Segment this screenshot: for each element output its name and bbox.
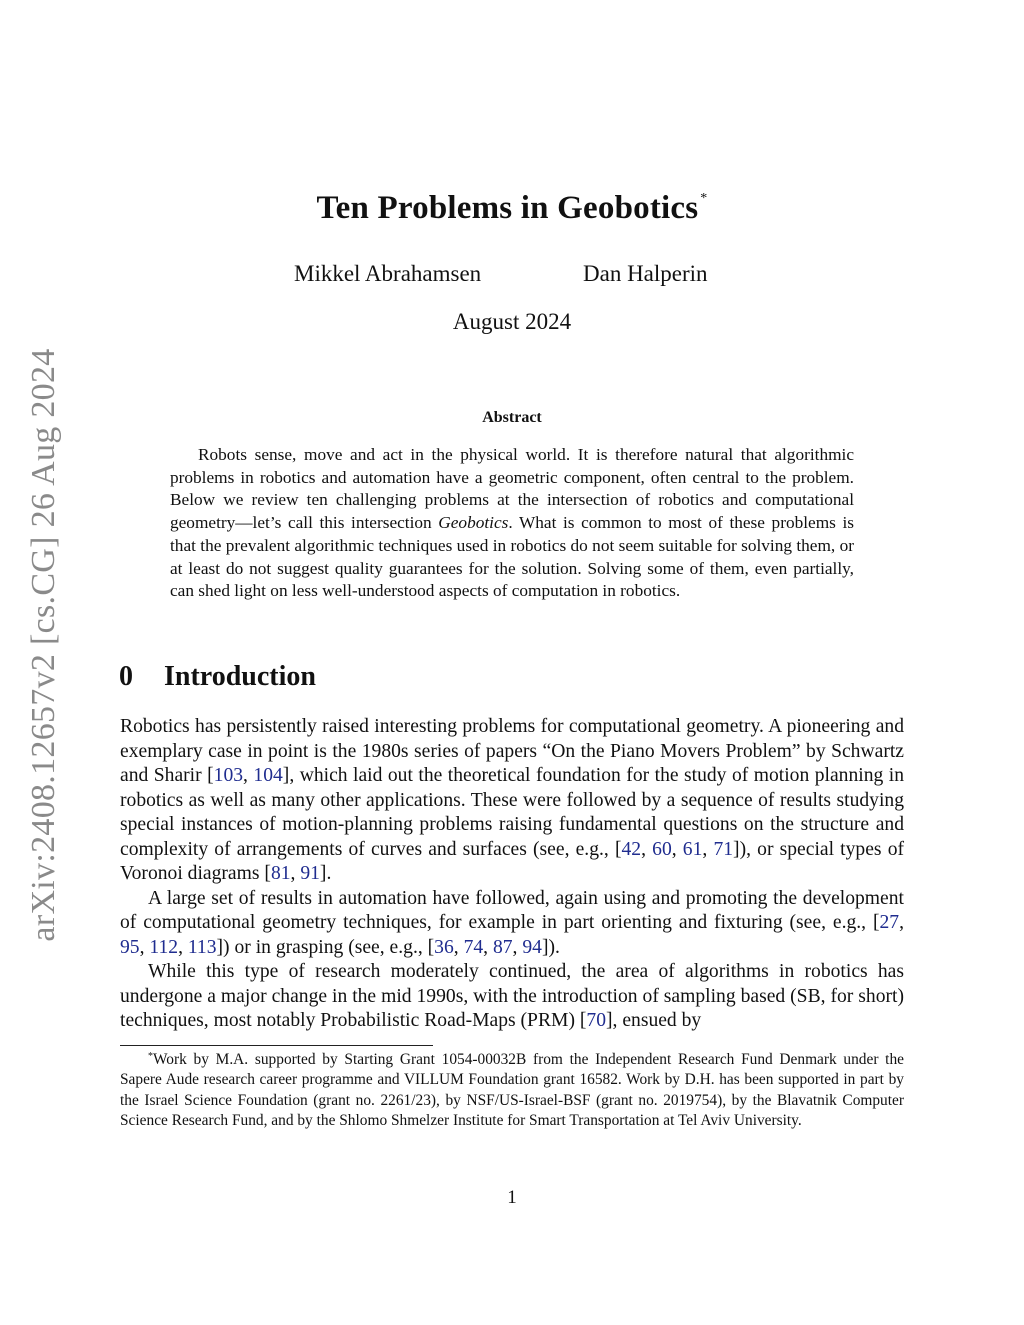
citation-link[interactable]: 71 [713, 838, 734, 860]
citation-link[interactable]: 74 [463, 936, 484, 958]
citation-link[interactable]: 112 [149, 936, 179, 958]
citation-link[interactable]: 103 [213, 765, 244, 786]
text-run: , [139, 936, 150, 958]
text-run: , [178, 936, 188, 958]
text-run: A large set of results in automation have followed, again using and promoting the development of computational geometry techniques, for example in part orienting and fixturing (see, e.g., [ [120, 887, 904, 933]
text-run: , [453, 936, 464, 958]
citation-link[interactable]: 95 [120, 936, 140, 958]
citation-link[interactable]: 61 [682, 838, 703, 860]
paper-date: August 2024 [452, 309, 572, 334]
text-run: , [702, 838, 714, 860]
paper-title [0, 190, 1024, 227]
text-run: , [243, 765, 254, 786]
text-run: ]). [541, 936, 560, 958]
abstract-text-part: Robots sense, move and act in the physical world. It is therefore natural that algorithmic problems in robotics and automation have a geometric component, often central to the problem. Below we review ten challenging problems at the intersection of robotics and computational geometry—let’s call this intersection [170, 445, 854, 533]
footnote-text: Work by M.A. supported by Starting Grant 1054-00032B from the Independent Research Fund Denmark under the Sapere Aude research career programme and VILLUM Foundation grant 16582. Work by D.H. has been supported in part by the Israel Science Foundation (grant no. 2261/23), by NSF/US-Israel-BSF (grant no. 2019754), by the Blavatnik Computer Science Research Fund, and by the Shlomo Shmelzer Institute for Smart Transportation at Tel Aviv University. [120, 1051, 904, 1129]
author-name: Mikkel Abrahamsen [294, 261, 482, 286]
text-run: , [483, 936, 493, 958]
abstract-text [170, 444, 854, 603]
section-heading [119, 661, 316, 693]
page-number: 1 [507, 1187, 517, 1208]
title-text: Ten Problems in Geobotics [316, 190, 699, 226]
text-run: Robotics has persistently raised interesting problems for computational geometry. A pioneering and exemplary case in point is the 1980s series of papers “On the Piano Movers Problem” by Schwartz and Sharir [ [120, 716, 904, 786]
citation-link[interactable]: 81 [270, 863, 291, 884]
citation-link[interactable]: 42 [621, 838, 642, 860]
section-number: 0 [119, 661, 133, 692]
title-footnote-mark[interactable]: * [700, 191, 708, 206]
author-name: Dan Halperin [583, 261, 708, 286]
text-run: While this type of research moderately continued, the area of algorithms in robotics has undergone a major change in the mid 1990s, with the introduction of sampling based (SB, for short) techniques, most notably Probabilistic Road-Maps (PRM) [ [120, 961, 904, 1031]
section-body [120, 715, 904, 1034]
citation-link[interactable]: 60 [652, 838, 672, 860]
citation-link[interactable]: 91 [300, 863, 320, 884]
text-run: , [290, 863, 301, 884]
citation-link[interactable]: 27 [879, 912, 900, 933]
text-run: ]) or in grasping (see, e.g., [ [216, 936, 435, 958]
text-run: ]. [319, 863, 332, 884]
text-run: ]), or special types of Voronoi diagrams [ [120, 838, 905, 884]
paragraph [120, 887, 904, 961]
footnote-divider [120, 1045, 433, 1046]
paragraph [120, 715, 904, 887]
citation-link[interactable]: 94 [522, 936, 542, 958]
arxiv-stamp: arXiv:2408.12657v2 [cs.CG] 26 Aug 2024 [25, 348, 62, 942]
text-run: , [512, 936, 523, 958]
citation-link[interactable]: 104 [253, 765, 283, 786]
text-run: ], ensued by [606, 1010, 702, 1031]
abstract-text-part: . What is common to most of these problems is that the prevalent algorithmic techniques used in robotics do not seem suitable for solving them, or at least do not suggest quality guarantees for the solution. Solving some of them, even partially, can shed light on less well-understood aspects of computation in robotics. [170, 513, 854, 601]
section-title: Introduction [164, 661, 316, 692]
footnote [120, 1047, 904, 1131]
abstract-heading: Abstract [482, 409, 542, 426]
citation-link[interactable]: 87 [492, 936, 513, 958]
footnote-mark: * [148, 1051, 153, 1062]
text-run: , [641, 838, 653, 860]
abstract-italic-term: Geobotics [438, 513, 509, 533]
citation-link[interactable]: 113 [187, 936, 217, 958]
citation-link[interactable]: 36 [434, 936, 454, 958]
citation-link[interactable]: 70 [586, 1010, 606, 1031]
text-run: ], which laid out the theoretical foundation for the study of motion planning in robotics as well as many other applications. These were followed by a sequence of results studying special instances of motion-planning problems raising fundamental questions on the structure and complexity of arrangements of curves and surfaces (see, e.g., [ [120, 765, 905, 860]
text-run: , [899, 912, 904, 933]
text-run: , [671, 838, 683, 860]
paragraph [120, 960, 904, 1034]
